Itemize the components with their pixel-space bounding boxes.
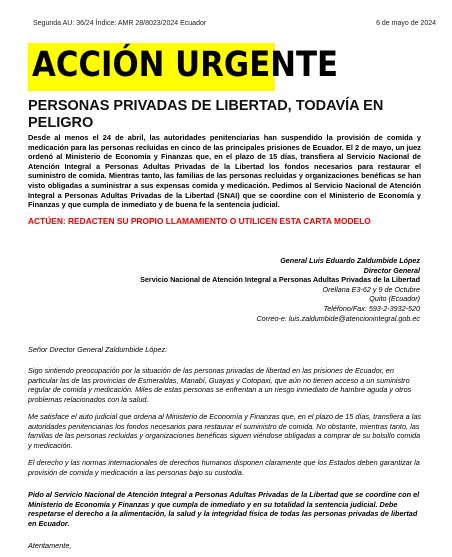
letter-closing: Atentamente, [28,541,72,550]
letter-paragraph-1: Sigo sintiendo preocupación por la situación de las personas privadas de libertad en las prisiones de Ecuador, en particular las de las provincias de Esmeraldas, Manabí, Guayas y Cotopaxi, que aún no tienen acceso a un suministro regular de comida y medicación. Miles de estas personas se enfrentan a un riesgo inmediato de hambre aguda y otros problemas relacionados con la salud. [28,366,412,404]
recipient-street: Orellana E3-62 y 9 de Octubre [322,284,420,294]
recipient-name: General Luis Eduardo Zaldumbide López [280,256,420,265]
letter-paragraph-3: El derecho y las normas internacionales de derechos humanos disponen claramente que los Estados deben garantizar la provisión de comida y medicación a las personas bajo su custodia. [28,458,420,477]
recipient-city: Quito (Ecuador) [369,294,420,304]
recipient-address [140,256,420,323]
document-header [33,20,436,27]
recipient-phone: Teléfono/Fax: 593-2-3932-520 [323,303,420,313]
intro-paragraph: Desde al menos el 24 de abril, las autoridades penitenciarias han suspendido la provisión de comida y medicación para las personas recluidas en cinco de las principales prisiones de Ecuador. El 2 de mayo, un juez ordenó al Ministerio de Economía y Finanzas que, en el plazo de 15 días, transfiera al Servicio Nacional de Atención Integral a Personas Adultas Privadas de la Libertad los fondos necesarios para restaurar el suministro de comida. Mientras tanto, las familias de las personas recluidas y organizaciones benéficas se han visto obligadas a suministrar a sus expensas comida y medicación. Pedimos al Servicio Nacional de Atención Integral a Personas Adultas Privadas de la Libertad (SNAI) que se coordine con el Ministerio de Economía y Finanzas y que cumpla de inmediato y de buena fe la sentencia judicial. [28,133,421,210]
recipient-institution: Servicio Nacional de Atención Integral a Personas Adultas Privadas de la Libertad [140,275,420,285]
letter-paragraph-4: Pido al Servicio Nacional de Atención Integral a Personas Adultas Privadas de la Libertad que se coordine con el Ministerio de Economía y Finanzas y que cumpla de inmediato y en su totalidad la sentencia judicial. Debe respetarse el derecho a la alimentación, la salud y la integridad física de todas las personas privadas de libertad en Ecuador. [28,490,420,528]
letter-paragraph-2: Me satisface el auto judicial que ordena al Ministerio de Economía y Finanzas que, en el plazo de 15 días, transfiera a las autoridades penitenciarias los fondos necesarios para restaurar el suministro de comida. No obstante, mientras tanto, las familias de las personas recluidas y organizaciones benéficas siguen viéndose obligadas a comprar de su bolsillo comida y medicación. [28,412,422,450]
urgent-action-banner [28,43,339,91]
reference-code: Segunda AU: 36/24 Índice: AMR 28/8023/2024 Ecuador [33,20,207,27]
recipient-role: Director General [363,265,420,275]
recipient-email[interactable]: Correo-e: luis.zaldumbide@atencionintegral.gob.ec [256,313,420,323]
action-notice: ACTÚEN: REDACTEN SU PROPIO LLAMAMIENTO O UTILICEN ESTA CARTA MODELO [28,216,371,226]
banner-label: ACCIÓN URGENTE [32,45,339,85]
letter-salutation: Señor Director General Zaldumbide López: [28,345,168,354]
page-title: PERSONAS PRIVADAS DE LIBERTAD, TODAVÍA EN PELIGRO [28,98,384,131]
document-date: 6 de mayo de 2024 [376,20,436,27]
